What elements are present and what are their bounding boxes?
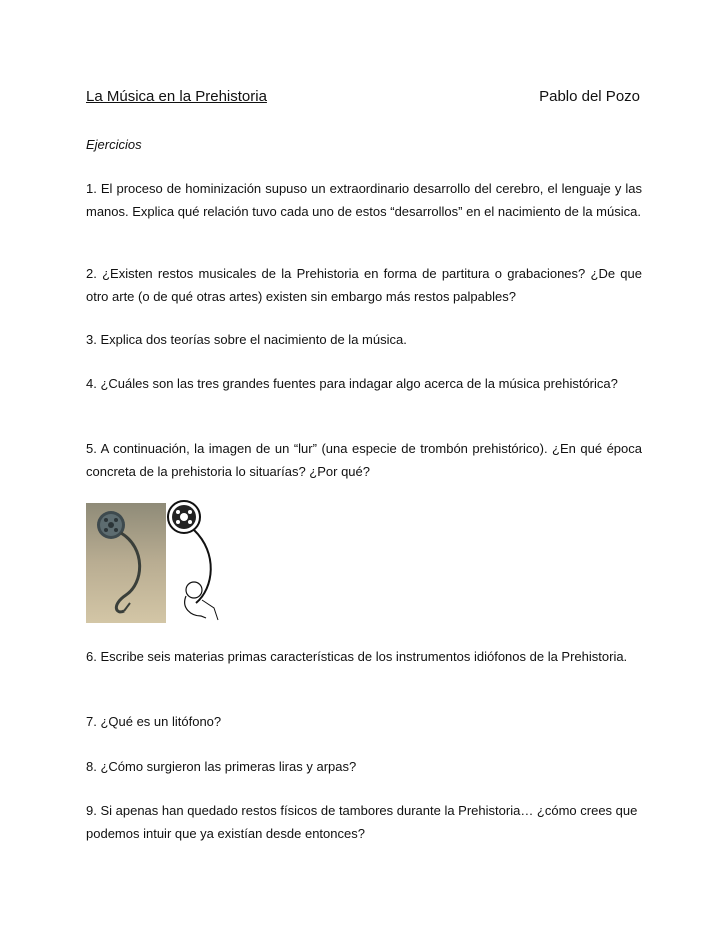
document-header (86, 88, 642, 112)
question-8: 8. ¿Cómo surgieron las primeras liras y arpas? (86, 759, 357, 774)
question-6: 6. Escribe seis materias primas características de los instrumentos idiófonos de la Prehistoria. (86, 649, 628, 664)
question-2: 2. ¿Existen restos musicales de la Prehistoria en forma de partitura o grabaciones? ¿De que otro arte (o de qué otras artes) existen sin embargo más restos palpables? (86, 266, 642, 304)
question-4: 4. ¿Cuáles son las tres grandes fuentes para indagar algo acerca de la música prehistórica? (86, 376, 618, 391)
section-heading: Ejercicios (86, 137, 142, 152)
question-5: 5. A continuación, la imagen de un “lur” (una especie de trombón prehistórico). ¿En qué época concreta de la prehistoria lo situarías? ¿Por qué? (86, 441, 642, 479)
question-1: 1. El proceso de hominización supuso un extraordinario desarrollo del cerebro, el lenguaje y las manos. Explica qué relación tuvo cada uno de estos “desarrollos” en el nacimiento de la música. (86, 181, 642, 219)
question-3: 3. Explica dos teorías sobre el nacimiento de la música. (86, 332, 407, 347)
question-7: 7. ¿Qué es un litófono? (86, 714, 222, 729)
document-author: Pablo del Pozo (539, 88, 640, 105)
question-9: 9. Si apenas han quedado restos físicos de tambores durante la Prehistoria… ¿cómo crees que podemos intuir que ya existían desde entonces? (86, 803, 638, 841)
lur-sketch (166, 498, 226, 628)
lur-photo (86, 503, 166, 623)
document-title: La Música en la Prehistoria (86, 88, 267, 105)
